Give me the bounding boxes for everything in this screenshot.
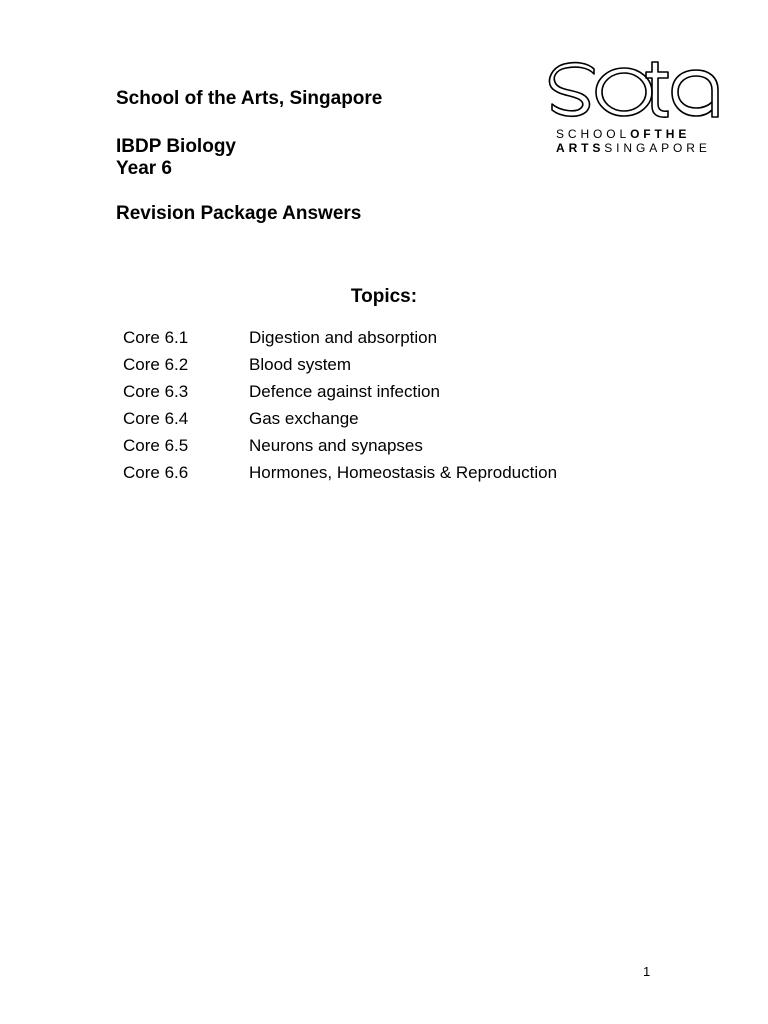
topic-row [123,351,683,378]
course-title: IBDP Biology [116,136,236,157]
logo-text-arts: ARTS [556,141,605,155]
logo-text-school: SCHOOL [556,127,631,141]
logo-text-ofthe: OFTHE [630,127,691,141]
topic-row [123,405,683,432]
topics-list [123,324,683,486]
topic-row [123,378,683,405]
school-title: School of the Arts, Singapore [116,88,383,109]
topic-code: Core 6.3 [123,382,189,401]
topic-name: Defence against infection [249,382,440,401]
topic-row [123,324,683,351]
topics-title: Topics: [350,286,418,307]
topic-code: Core 6.5 [123,436,189,455]
sota-logo [548,60,720,160]
topic-row [123,459,683,486]
topic-name: Blood system [249,355,352,374]
sota-logo-mark [548,60,720,122]
logo-text-line1 [556,127,690,141]
topic-code: Core 6.4 [123,409,189,428]
topic-code: Core 6.2 [123,355,189,374]
logo-text-singapore: SINGAPORE [604,141,711,155]
topic-name: Digestion and absorption [249,328,438,347]
topic-name: Neurons and synapses [249,436,423,455]
year-title: Year 6 [116,158,172,179]
topic-code: Core 6.1 [123,328,189,347]
topic-name: Hormones, Homeostasis & Reproduction [249,463,558,482]
topic-code: Core 6.6 [123,463,189,482]
topic-row [123,432,683,459]
logo-text-line2 [556,141,711,155]
topic-name: Gas exchange [249,409,359,428]
package-title: Revision Package Answers [116,203,362,224]
page-number: 1 [643,964,651,979]
